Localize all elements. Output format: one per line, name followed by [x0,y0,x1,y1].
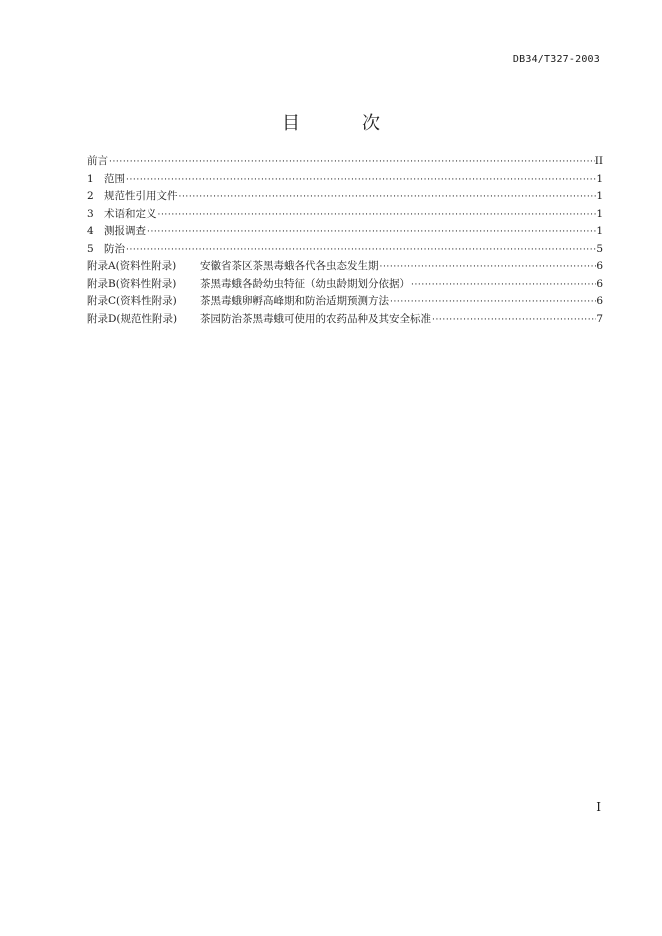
toc-entry-text: 安徽省茶区茶黑毒蛾各代各虫态发生期 [200,260,379,272]
page-number: I [596,800,601,814]
toc-heading [0,109,662,135]
toc-entry-text: 茶黑毒蛾卵孵高峰期和防治适期预测方法 [200,295,389,307]
toc-entry-page: 6 [596,277,603,290]
toc-entry-foreword[interactable] [87,153,603,171]
toc-entry-scope[interactable] [87,171,603,189]
toc-entry-page: 6 [596,295,603,307]
toc-entry-text: 茶园防治茶黑毒蛾可使用的农药品种及其安全标准 [200,312,431,325]
toc-entry-text: 防治 [104,242,125,255]
toc-entry-number: 4 [87,225,94,237]
toc-heading-char-1: 目 [282,113,300,134]
toc-entry-text: 术语和定义 [104,207,157,220]
toc-entry-page: 1 [596,207,603,220]
toc-entry-control[interactable] [87,241,603,259]
toc-entry-normative-references[interactable] [87,188,603,206]
toc-entry-survey[interactable] [87,223,603,241]
appendix-label: 附录C(资料性附录) [87,295,177,307]
toc-entry-page: 1 [596,225,603,237]
dot-leader [146,224,596,242]
toc-entry-page: II [594,155,603,167]
toc-entry-number: 2 [87,190,94,202]
toc-entry-page: 7 [596,312,603,325]
toc-heading-char-2: 次 [362,113,380,134]
toc-entry-appendix-d[interactable] [87,311,603,329]
appendix-label: 附录D(规范性附录) [87,312,178,325]
toc-entry-number: 3 [87,207,94,220]
toc-entry-page: 1 [596,190,603,202]
toc-entry-page: 5 [596,242,603,255]
dot-leader [108,154,595,172]
appendix-label: 附录B(资料性附录) [87,277,177,290]
toc-entry-text: 茶黑毒蛾各龄幼虫特征（幼虫龄期划分依据） [200,277,410,290]
dot-leader [125,172,596,190]
document-code: DB34/T327-2003 [512,54,600,65]
dot-leader [410,277,596,295]
toc-entry-number: 5 [87,242,94,255]
table-of-contents [87,153,603,328]
toc-entry-page: 1 [596,172,603,185]
toc-entry-text: 范围 [104,172,125,185]
toc-entry-appendix-b[interactable] [87,276,603,294]
toc-entry-number: 1 [87,172,94,185]
dot-leader [379,259,597,277]
dot-leader [431,312,596,330]
toc-entry-appendix-a[interactable] [87,258,603,276]
toc-entry-text: 规范性引用文件 [104,190,178,202]
dot-leader [389,294,596,312]
dot-leader [125,242,596,260]
toc-entry-text: 前言 [87,155,108,167]
toc-entry-appendix-c[interactable] [87,293,603,311]
dot-leader [178,189,597,207]
toc-entry-page: 6 [596,260,603,272]
toc-entry-text: 测报调查 [104,225,146,237]
appendix-label: 附录A(资料性附录) [87,260,177,272]
toc-entry-terms[interactable] [87,206,603,224]
dot-leader [157,207,597,225]
